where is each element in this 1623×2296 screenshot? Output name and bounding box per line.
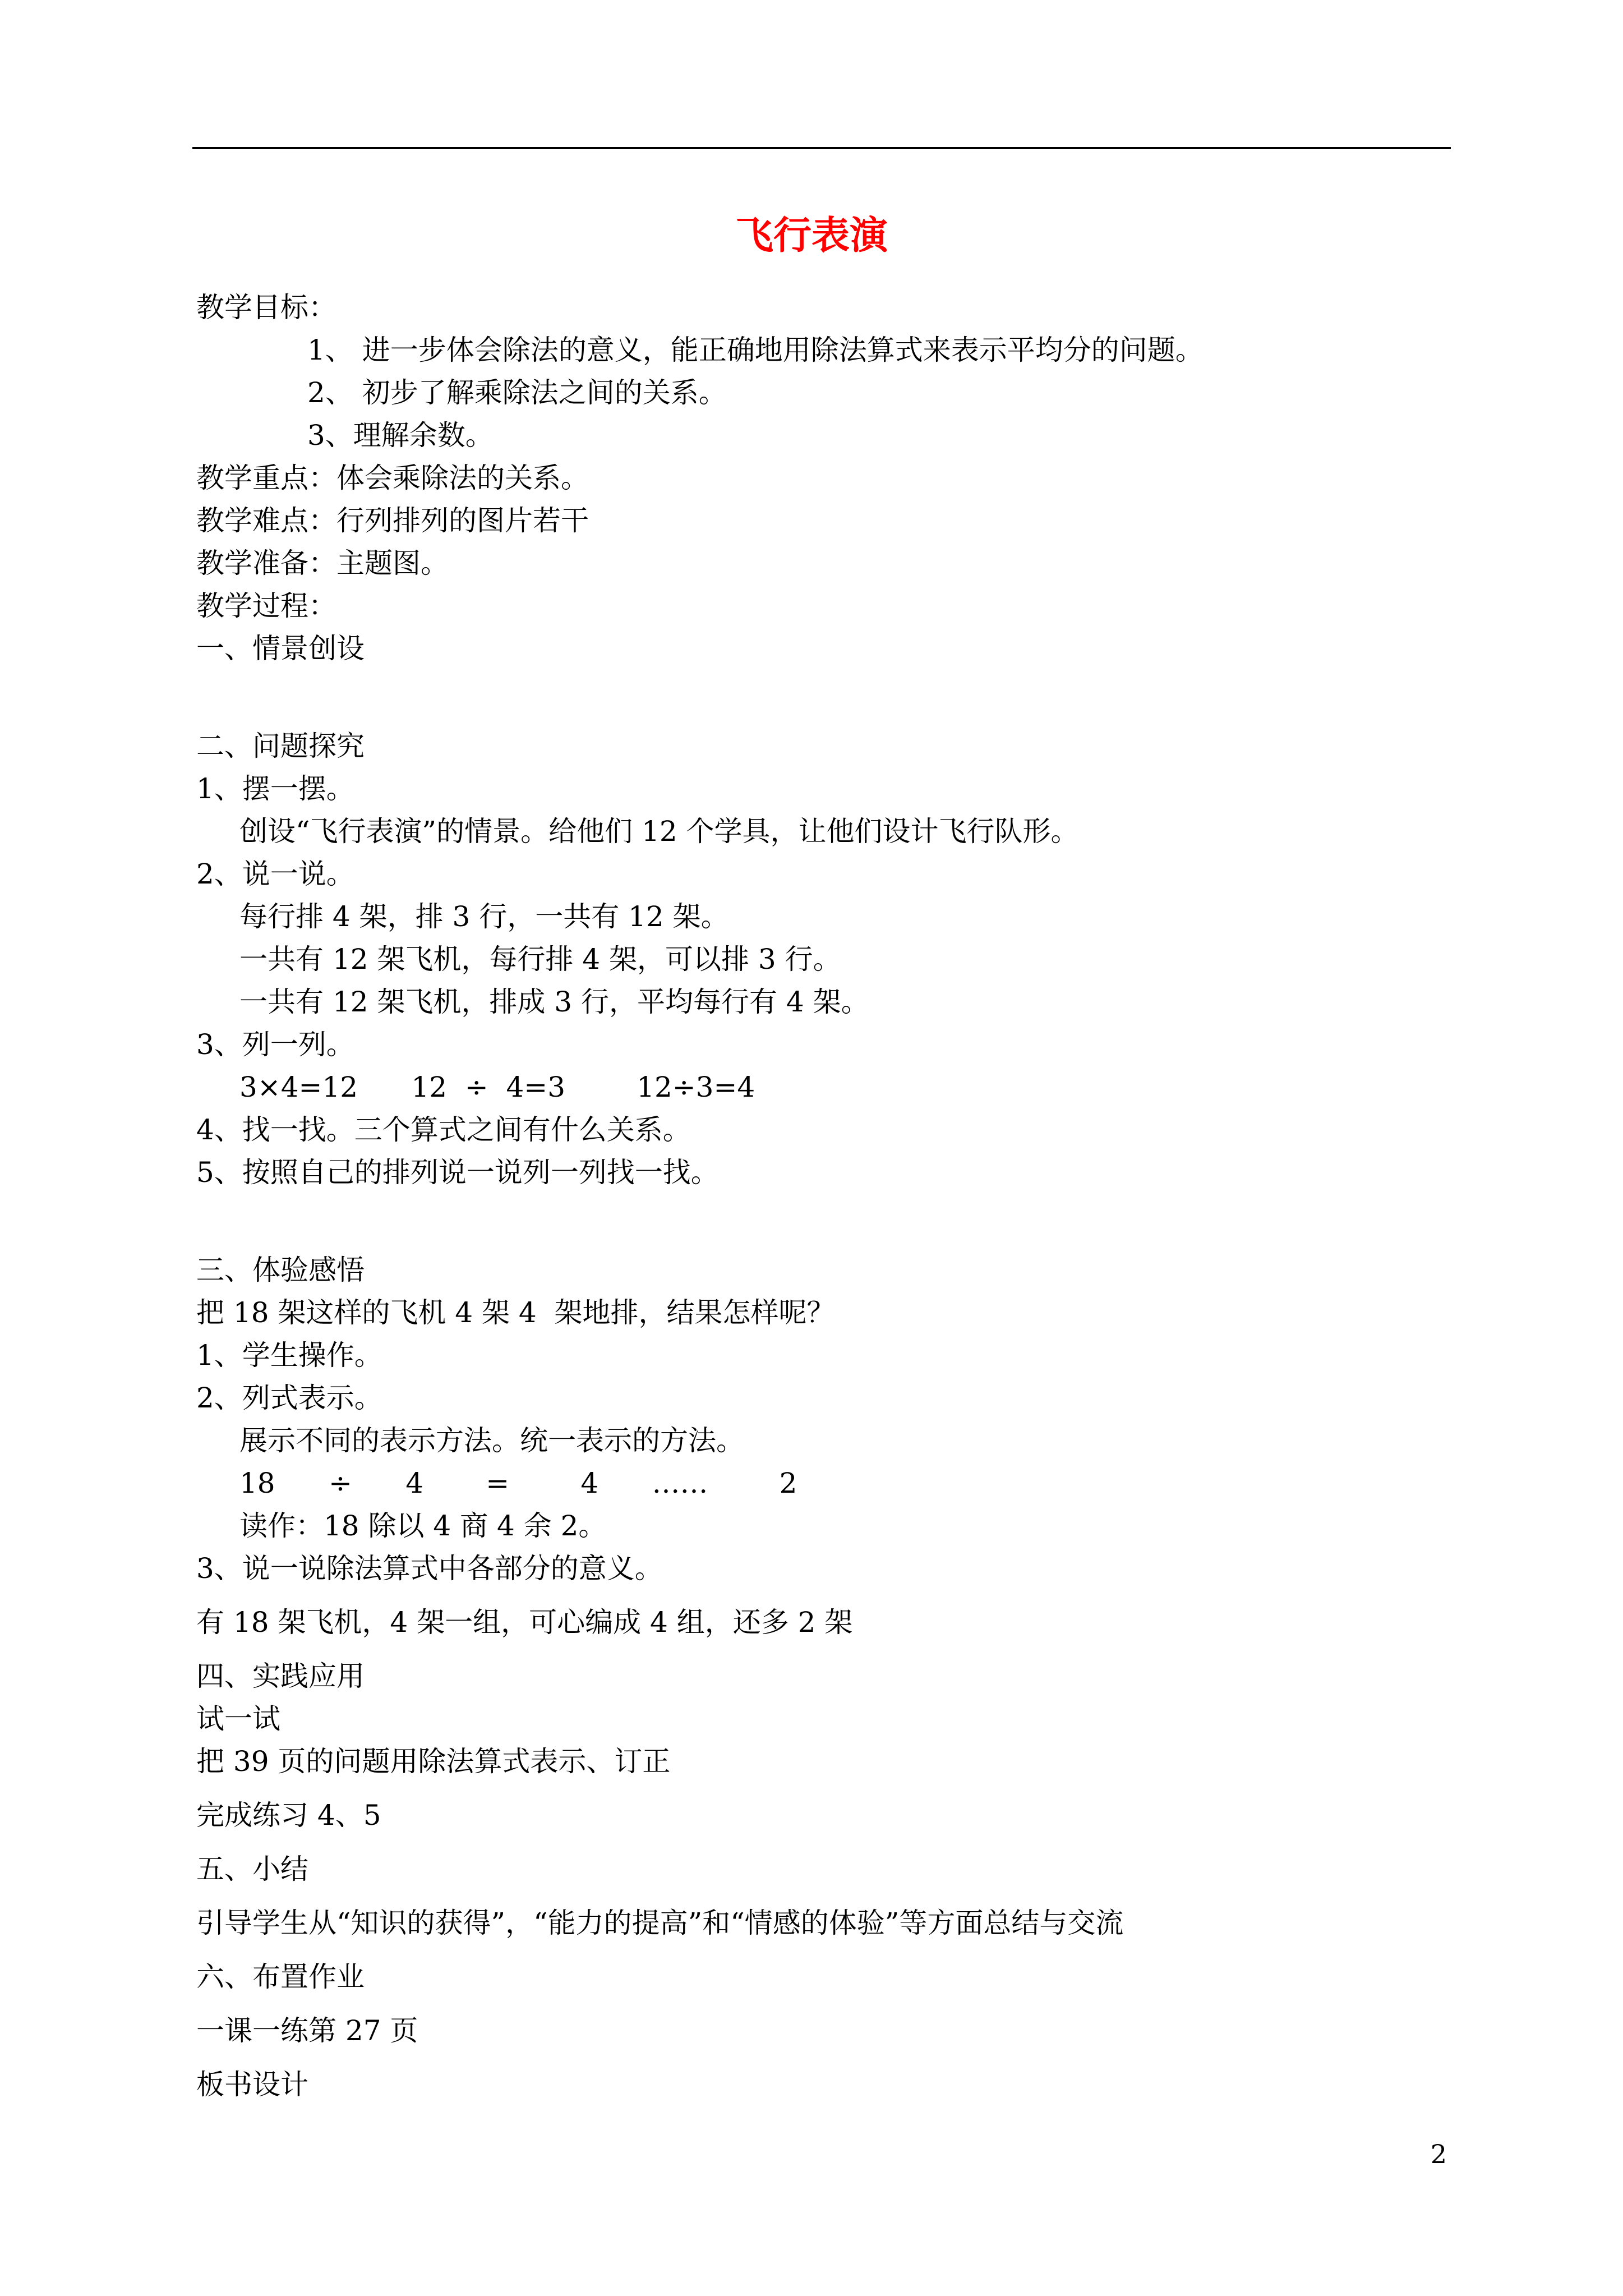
teaching-focus: 教学重点：体会乘除法的关系。 [196,462,589,494]
teaching-difficulty: 教学难点：行列排列的图片若干 [196,504,589,537]
step-item: 2、列式表示。 [196,1382,382,1414]
header-rule [192,147,1451,149]
step-detail: 一共有 12 架飞机，每行排 4 架，可以排 3 行。 [239,943,841,976]
equation-line: 18 ÷ 4 = 4 …… 2 [239,1467,797,1499]
step-item: 试一试 [196,1703,280,1735]
section-heading: 三、体验感悟 [196,1254,365,1286]
section-heading: 二、问题探究 [196,730,365,762]
section-heading: 五、小结 [196,1853,308,1885]
step-detail: 创设“飞行表演”的情景。给他们 12 个学具，让他们设计飞行队形。 [239,815,1079,848]
step-item: 1、摆一摆。 [196,772,354,805]
step-item: 3、列一列。 [196,1028,354,1061]
page-number: 2 [1430,2139,1447,2169]
equation-line: 3×4=12 12 ÷ 4=3 12÷3=4 [239,1071,755,1103]
explanation-line: 有 18 架飞机，4 架一组，可心编成 4 组，还多 2 架 [196,1606,853,1639]
lesson-plan-body [196,286,1453,2106]
step-detail: 读作：18 除以 4 商 4 余 2。 [239,1510,607,1542]
step-detail: 展示不同的表示方法。统一表示的方法。 [239,1424,744,1457]
step-item: 1、学生操作。 [196,1339,382,1372]
step-detail: 每行排 4 架，排 3 行，一共有 12 架。 [239,900,729,933]
step-item: 3、说一说除法算式中各部分的意义。 [196,1552,663,1585]
section-heading: 四、实践应用 [196,1660,365,1692]
step-item: 把 39 页的问题用除法算式表示、订正 [196,1745,671,1778]
objective-item: 3、理解余数。 [307,419,494,452]
page-title: 飞行表演 [735,213,888,258]
summary-line: 引导学生从“知识的获得”，“能力的提高”和“情感的体验”等方面总结与交流 [196,1907,1124,1939]
homework-line: 一课一练第 27 页 [196,2014,418,2047]
step-item: 完成练习 4、5 [196,1799,381,1832]
teaching-process-heading: 教学过程： [196,590,336,622]
section-heading: 六、布置作业 [196,1961,365,1993]
teaching-preparation: 教学准备：主题图。 [196,547,449,579]
objective-item: 1、 进一步体会除法的意义，能正确地用除法算式来表示平均分的问题。 [307,334,1204,366]
question-line: 把 18 架这样的飞机 4 架 4 架地排，结果怎样呢？ [196,1296,835,1329]
section-heading: 一、情景创设 [196,632,365,665]
step-item: 5、按照自己的排列说一说列一列找一找。 [196,1156,719,1189]
objective-item: 2、 初步了解乘除法之间的关系。 [307,376,727,409]
teaching-objectives-heading: 教学目标： [196,291,336,324]
step-item: 2、说一说。 [196,858,354,890]
board-design-heading: 板书设计 [196,2068,308,2101]
step-detail: 一共有 12 架飞机，排成 3 行，平均每行有 4 架。 [239,986,869,1018]
step-item: 4、找一找。三个算式之间有什么关系。 [196,1114,691,1146]
